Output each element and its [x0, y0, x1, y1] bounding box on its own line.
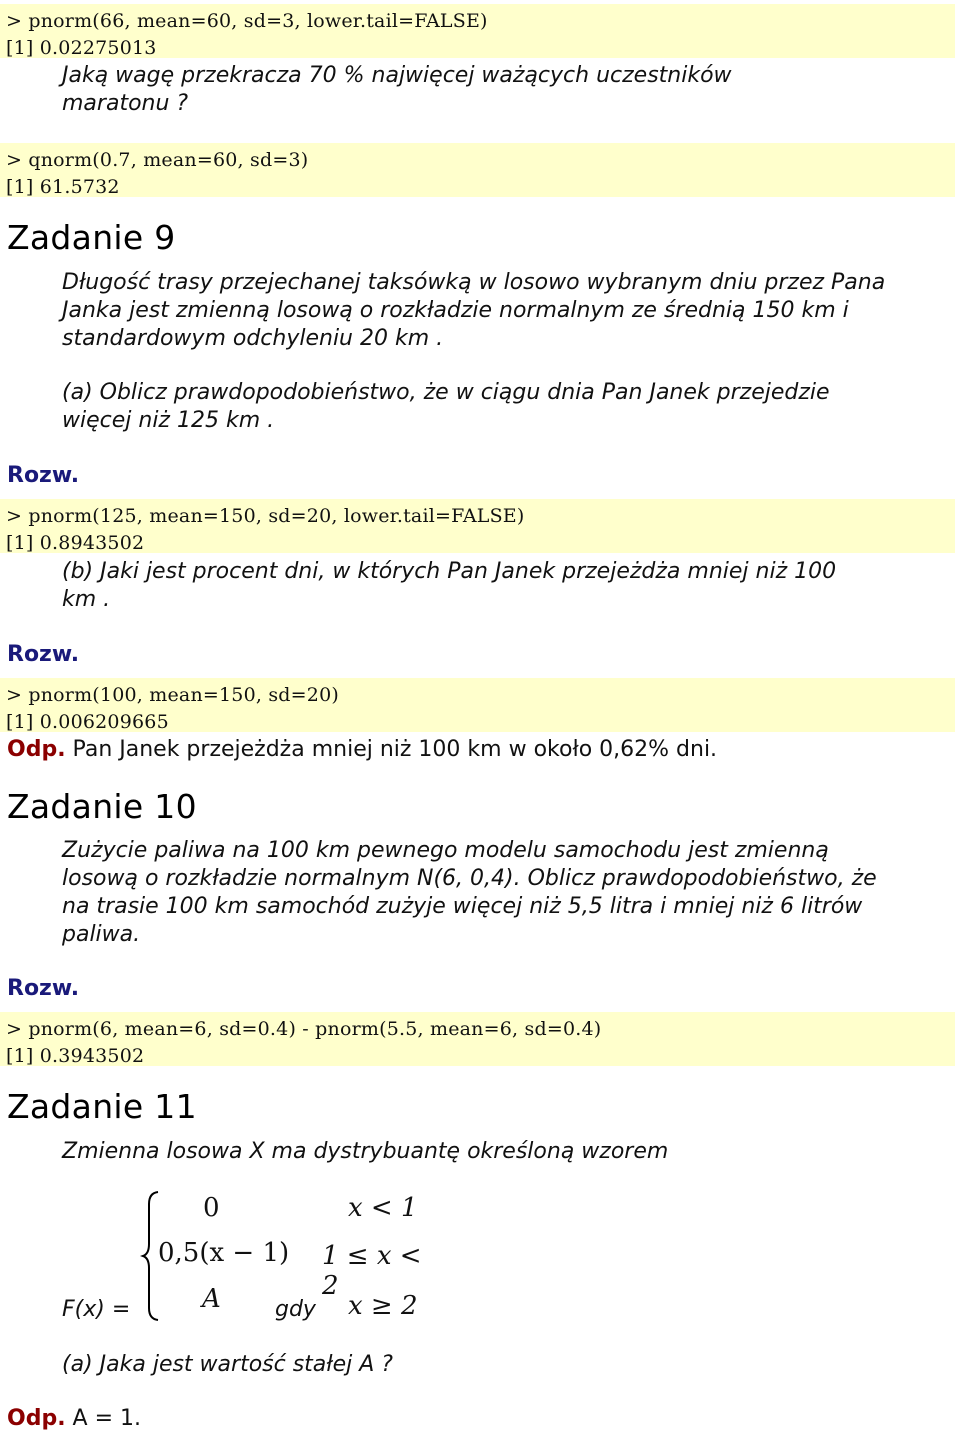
answer-line	[7, 1406, 141, 1431]
code-line: > pnorm(6, mean=6, sd=0.4) - pnorm(5.5, mean=6, sd=0.4)	[6, 1018, 602, 1040]
code-block-pnorm-diff	[0, 1012, 955, 1066]
answer-label: Odp.	[7, 1406, 66, 1431]
task-intro: Długość trasy przejechanej taksówką w losowo wybranym dniu przez Pana Janka jest zmienną losową o rozkładzie normalnym ze średnią 150 km i standardowym odchyleniu 20 km .	[62, 270, 886, 351]
section-heading-zadanie-11: Zadanie 11	[7, 1087, 197, 1126]
section-heading-zadanie-10: Zadanie 10	[7, 787, 197, 826]
case-condition: x ≥ 2	[348, 1291, 418, 1321]
question-text: Jaką wagę przekracza 70 % najwięcej ważących uczestników maratonu ?	[62, 63, 732, 116]
case-value: 0,5(x − 1)	[158, 1238, 290, 1268]
code-line: > pnorm(125, mean=150, sd=20, lower.tail=FALSE)	[6, 505, 525, 527]
code-line: > pnorm(66, mean=60, sd=3, lower.tail=FALSE)	[6, 10, 488, 32]
task-part-a: (a) Oblicz prawdopodobieństwo, że w ciągu dnia Pan Janek przejedzie więcej niż 125 km .	[62, 380, 830, 433]
code-block-pnorm-66	[0, 4, 955, 58]
code-line: [1] 0.02275013	[6, 37, 157, 59]
task-part-a: (a) Jaka jest wartość stałej A ?	[62, 1352, 393, 1377]
case-value: 0	[203, 1193, 220, 1223]
solution-label: Rozw.	[7, 642, 80, 667]
solution-label: Rozw.	[7, 976, 80, 1001]
case-value: A	[202, 1284, 221, 1314]
code-line: > qnorm(0.7, mean=60, sd=3)	[6, 149, 309, 171]
code-block-pnorm-100	[0, 678, 955, 732]
code-block-qnorm	[0, 143, 955, 197]
solution-label: Rozw.	[7, 463, 80, 488]
code-block-pnorm-125	[0, 499, 955, 553]
code-line: [1] 0.8943502	[6, 532, 145, 554]
case-condition: 1 ≤ x < 2	[322, 1241, 422, 1301]
code-line: [1] 0.3943502	[6, 1045, 145, 1067]
answer-text: A = 1.	[65, 1406, 142, 1431]
code-line: > pnorm(100, mean=150, sd=20)	[6, 684, 339, 706]
case-condition: x < 1	[348, 1193, 418, 1223]
answer-label: Odp.	[7, 737, 66, 762]
task-part-b: (b) Jaki jest procent dni, w których Pan Janek przejeżdża mniej niż 100 km .	[62, 559, 837, 612]
answer-line	[7, 737, 717, 762]
answer-text: Pan Janek przejeżdża mniej niż 100 km w około 0,62% dni.	[65, 737, 718, 762]
section-heading-zadanie-9: Zadanie 9	[7, 218, 176, 257]
code-line: [1] 0.006209665	[6, 711, 169, 733]
function-label: F(x) =	[62, 1297, 131, 1322]
code-line: [1] 61.5732	[6, 176, 120, 198]
condition-word: gdy	[275, 1297, 316, 1322]
task-intro: Zużycie paliwa na 100 km pewnego modelu samochodu jest zmienną losową o rozkładzie normalnym N(6, 0,4). Oblicz prawdopodobieństwo, że na trasie 100 km samochód zużyje więcej niż 5,5 litra i mniej niż 6 litrów paliwa.	[62, 838, 877, 947]
task-intro: Zmienna losowa X ma dystrybuantę określoną wzorem	[62, 1139, 669, 1164]
